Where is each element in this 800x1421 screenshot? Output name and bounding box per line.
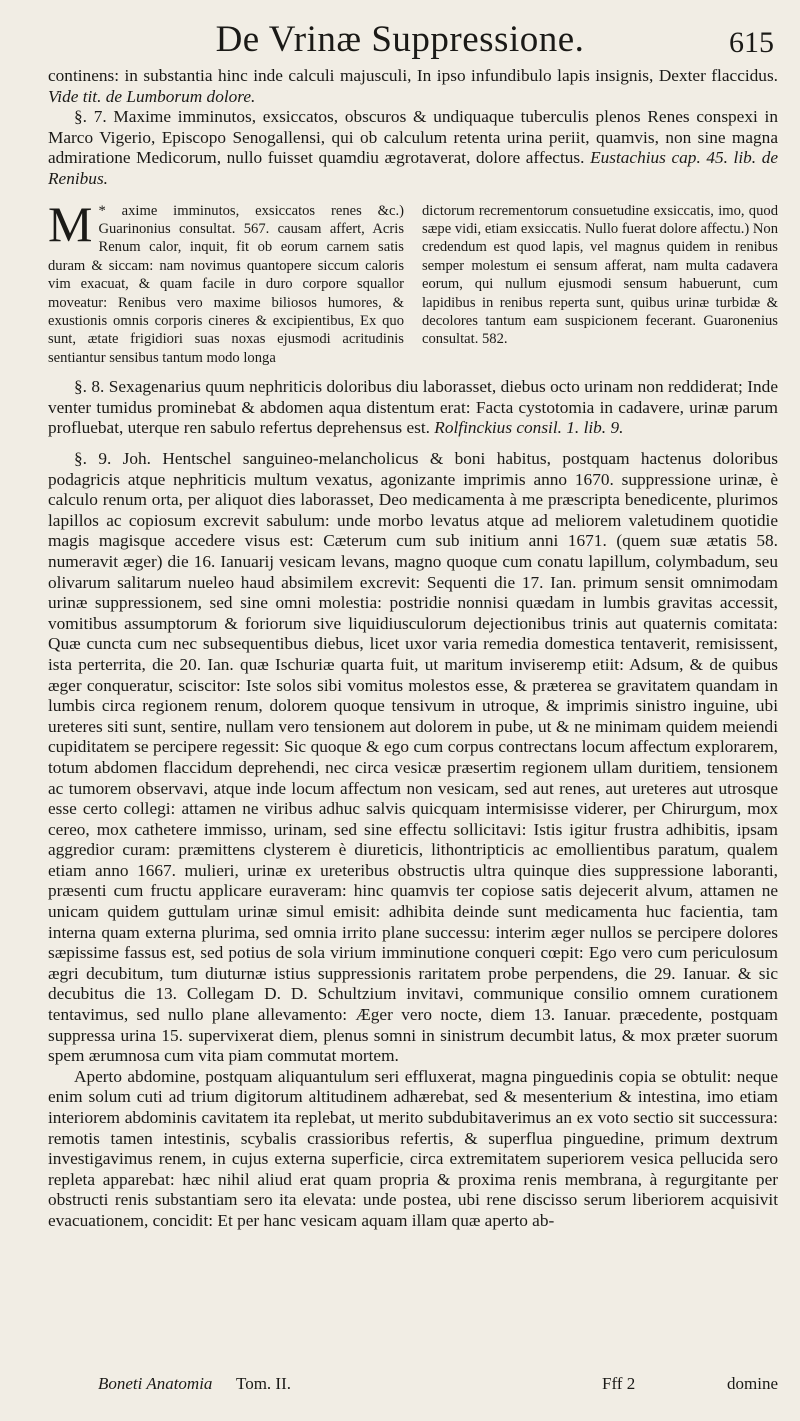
footer-signature: Fff 2 bbox=[602, 1374, 636, 1393]
page-header bbox=[0, 8, 800, 68]
note-text-left: * axime imminutos, exsiccatos renes &c.) Guarinonius consultat. 567. causam affert, Acris Renum calor, inquit, fit ob eorum carnem satis duram & siccam: nam novimus quantopere siccum caloris vim exacuat, & quam facile in duro corpore squallor moveatur: Renibus vero maxime biliosos humores, & exustionis omnis corporis cineres & excipientibus, Ex quo sunt, ætate frigidiori suas noxas ejusmodi acritudinis sentiantur sensibus tantum modo longa bbox=[48, 202, 404, 366]
running-title: De Vrinæ Suppressione. bbox=[215, 19, 585, 60]
page-number: 615 bbox=[729, 26, 774, 59]
paragraph-text: continens: in substantia hinc inde calculi majusculi, In ipso infundibulo lapis insignis, Dexter flaccidus. bbox=[48, 66, 778, 85]
note-text-right: dictorum recrementorum consuetudine exsiccatis, imo, quod sæpe vidi, etiam exsiccatis. Nullo fuerat dolore affectu.) Non credendum est quod lapis, vel magnus quidem in renibus semper molestum ei sensum afferat, nam multa cadavera eorum, qui nullum ejusmodi sensum habuerunt, cum lapidibus in renibus reperta sunt, quibus urinæ turbidæ & decolores tantum eam suspicionem fecerant. Guaronenius consultat. 582. bbox=[422, 202, 778, 348]
paragraph-text: Aperto abdomine, postquam aliquantulum seri effluxerat, magna pinguedinis copia se obtulit: neque enim solum cuti ad trium digitorum altitudinem adhærebat, sed & mesenterium & intestina, imo etiam interiorem abdominis cavitatem ita replebat, ut merito subdubitaverimus an ex voto sectio sit successura: remotis tamen intestinis, scybalis crassioribus refertis, & superflua pinguedine, primum dextrum investigavimus renem, in cujus externa superficie, circa extremitatem superiorem vesica pellucida sero repleta apparebat: hæc nihil aliud erat quam propria & proxima renis membrana, à regurgitante per obstructi renis substantiam sero ita elevata: unde postea, ubi rene discisso serum liberiorem acquisivit evacuationem, concidit: Et per hanc vesicam aquam illam quæ aperto ab- bbox=[48, 1066, 778, 1230]
paragraph-autopsy bbox=[48, 1067, 778, 1232]
footer-tome: Tom. II. bbox=[236, 1374, 291, 1393]
section-7 bbox=[48, 107, 778, 189]
paragraph-text: §. 8. Sexagenarius quum nephriticis doloribus diu laborasset, diebus octo urinam non reddiderat; Inde venter tumidus prominebat & abdomen aqua distentum erat: Facta cystotomia in cadavere, urinæ parum profluebat, uterque ren sabulo refertus deprehensus est. bbox=[48, 377, 778, 438]
note-column-left bbox=[48, 195, 404, 368]
citation: Vide tit. de Lumborum dolore. bbox=[48, 86, 256, 106]
citation: Eustachius cap. 45. lib. de Renibus. bbox=[48, 148, 779, 188]
footer-catchword: domine bbox=[727, 1374, 778, 1393]
annotation-note bbox=[48, 195, 778, 368]
footer-author: Boneti Anatomia bbox=[98, 1374, 213, 1393]
page-footer bbox=[98, 1374, 778, 1400]
drop-cap: M bbox=[48, 195, 93, 252]
section-9 bbox=[48, 449, 778, 1067]
note-column-right bbox=[422, 202, 778, 368]
citation: Rolfinckius consil. 1. lib. 9. bbox=[434, 418, 624, 438]
text-body bbox=[48, 66, 778, 1232]
paragraph-continuation bbox=[48, 66, 778, 107]
section-8 bbox=[48, 377, 778, 439]
paragraph-text: §. 9. Joh. Hentschel sanguineo-melancholicus & boni habitus, postquam hactenus doloribus podagricis atque nephriticis multum vexatus, agonizante imprimis anno 1670. suppressione urinæ, è calculo renum orta, per aliquot dies laborasset, Deo medicamenta à me præscripta benedicente, plurimos lapillos ac copiosum excrevit sabulum: unde morbo levatus atque ad meliorem valetudinem quotidie magis magisque accedere visus est: Cæterum cum sub initium anni 1671. (quem suæ ætatis 58. numeravit æger) die 16. Ianuarij vesicam levans, magno quoque cum conatu lapillum, colymbadum, seu olivarum salitarum nueleo haud absimilem excrevit: Sequenti die 17. Ian. primum sensit omnimodam urinæ suppressionem, sed sine omni molestia: postridie nonnisi quædam in lumbis gravitas accessit, vomitibus assumptorum & foriorum sive liquidiusculorum dejectionibus trinis aut quaternis comitata: Quæ cuncta cum nec subsequentibus diebus, licet uxor varia remedia domestica tentaverit, remisissent, ista perterrita, die 20. Ian. quæ Ischuriæ quarta fuit, ut maritum inviseremp etiit: Adsum, & de quibus æger conqueratur, sciscitor: Iste solos sibi vomitus molestos esse, & præterea se gravitatem quandam in lumbis circa regionem renum, dolorem quoque tensivum in utroque, & imprimis sinistro inguine, ubi ureteres siti sunt, sentire, nullam vero tensionem aut dolorem in pube, ut & ne minimam quidem meiendi cupiditatem se percipere regessit: Sic quoque & ego cum corpus contrectans locum affectum explorarem, totum abdomen flaccidum deprehendi, nec circa vesicæ præsertim regionem ullam duritiem, tensionem ac tumorem observavi, atque inde locum affectum non vesicam, sed aut renes, aut ureteres aut utrosque esse certo collegi: attamen ne viribus adhuc salvis quicquam intermisisse viderer, per Chirurgum, mox cereo, mox cathetere immisso, urinam, sed sine effectu sollicitavi: Istis igitur frustra adhibitis, ipsam aggredior curam: præmittens clysterem è diureticis, lithontripticis ac emollientibus paratum, qualem etiam anno 1667. mulieri, urinæ ex ureteribus obstructis ultra quinque dies suppressione laboranti, præsenti cum fructu applicare euraveram: hinc quamvis ter copiose satis dejecerit alvum, attamen ne unicam quidem guttulam urinæ simul emisit: adhibita deinde sunt medicamenta huc facientia, tam interna quam externa plurima, sed omnia irrito plane successu: interim æger nullos se percipere dolores sæpissime fassus est, sed potius de sola virium imminutione conqueri cœpit: Ego vero cum periculosum ægri decubitum, tum diuturnæ istius suppressionis raritatem probe perpendens, die 29. Ianuar. & sic decubitus die 13. Collegam D. D. Schultzium invitavi, communique consilio omnem curationem tentavimus, sed nullo plane allevamento: Æger vero nocte, diem 13. Ianuar. præcedente, postquam suppressa urina 15. supervixerat diem, plenus somni in sinistrum decumbit latus, & mox præter suorum spem ærumnosa cum vita piam commutat mortem. bbox=[48, 449, 778, 1066]
paragraph-text: §. 7. Maxime imminutos, exsiccatos, obscuros & undiquaque tuberculis plenos Renes conspexi in Marco Vigerio, Episcopo Senogallensi, qui ob calculum retenta urina periit, quamvis, non sine magna admiratione Medicorum, nullo fuisset quamdiu ægrotaverat, dolore affectus. bbox=[48, 107, 778, 168]
